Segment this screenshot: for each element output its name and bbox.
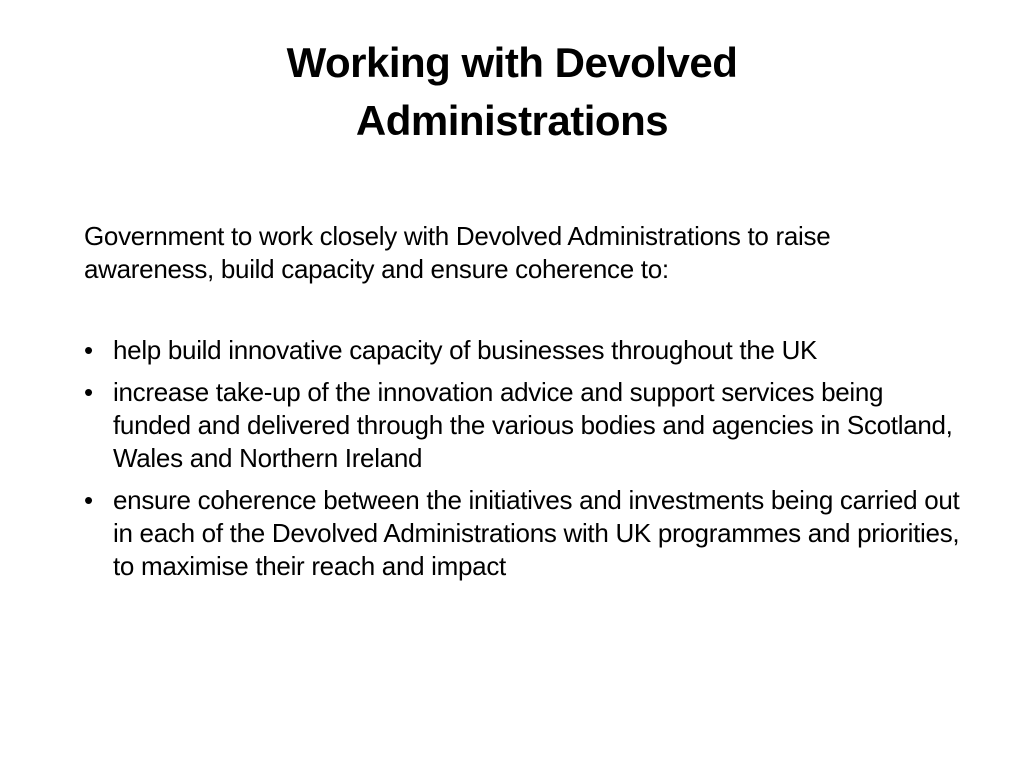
bullet-icon: • (84, 377, 93, 407)
slide-title-line-2: Administrations (355, 97, 669, 144)
bullet-text: help build innovative capacity of businesses throughout the UK (113, 335, 818, 365)
intro-paragraph: Government to work closely with Devolved Administrations to raise awareness, build capacity and ensure coherence to: (84, 221, 831, 284)
bullet-icon: • (84, 335, 93, 365)
bullet-text: ensure coherence between the initiatives and investments being carried out in each of the Devolved Administrations with UK programmes and priorities, to maximise their reach and impact (113, 485, 960, 581)
bullet-item (84, 376, 964, 475)
bullet-item (84, 484, 964, 583)
bullet-item (84, 334, 964, 367)
slide-title (120, 34, 904, 150)
bullet-text: increase take-up of the innovation advice and support services being funded and delivered through the various bodies and agencies in Scotland, Wales and Northern Ireland (113, 377, 953, 473)
bullet-icon: • (84, 485, 93, 515)
bullet-list (84, 334, 964, 583)
slide-body (84, 220, 964, 592)
slide-title-line-1: Working with Devolved (286, 39, 738, 86)
